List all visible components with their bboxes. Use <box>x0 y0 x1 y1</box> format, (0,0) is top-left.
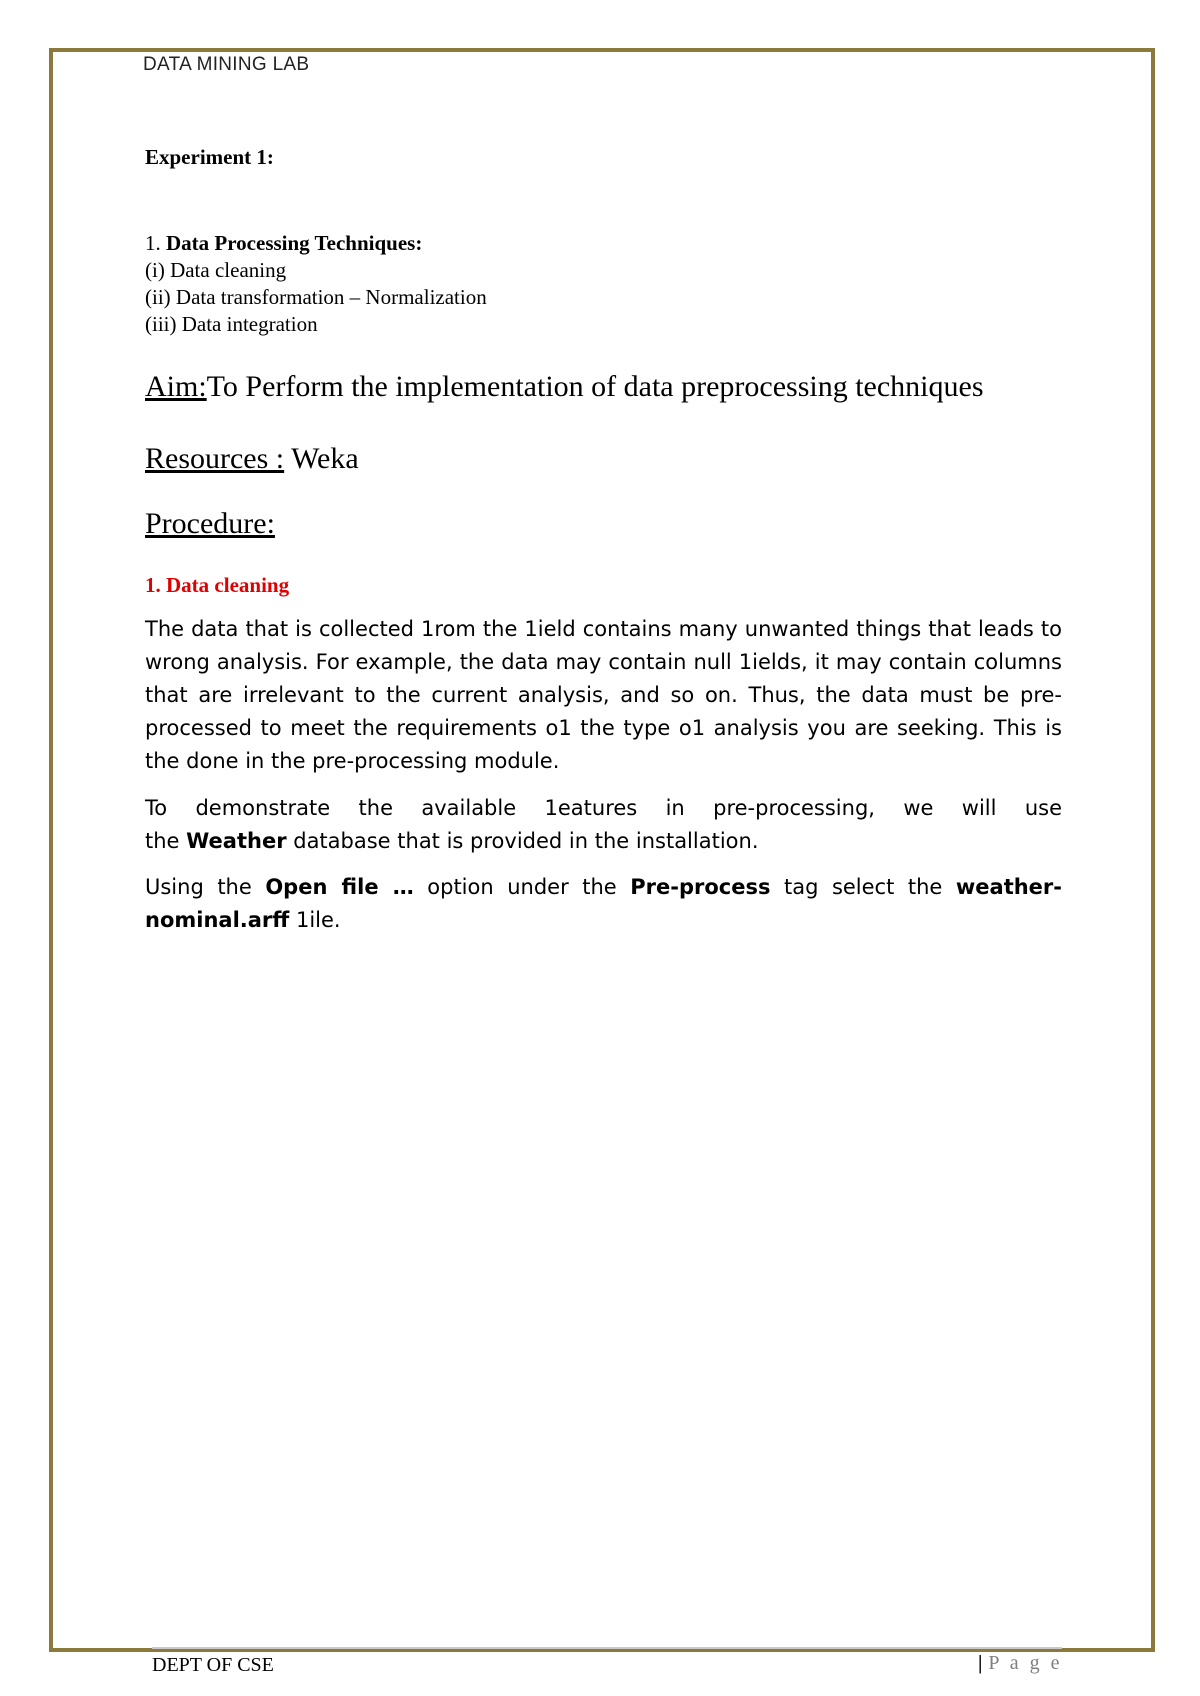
p3-e: tag select the <box>770 875 956 899</box>
p3-a: Using the <box>145 875 266 899</box>
procedure-line <box>145 507 275 541</box>
experiment-title: Experiment 1: <box>145 145 274 169</box>
paragraph-demonstrate <box>145 792 1062 858</box>
technique-item-cleaning: (i) Data cleaning <box>145 258 287 282</box>
footer-page-text: P a g e <box>988 1652 1063 1674</box>
preprocess-keyword: Pre-process <box>630 875 771 899</box>
resources-text: Weka <box>284 442 359 475</box>
aim-line <box>145 370 984 404</box>
p3-c: option under the <box>413 875 631 899</box>
techniques-block <box>145 230 487 338</box>
technique-item-transformation: (ii) Data transformation – Normalization <box>145 285 487 309</box>
section-data-cleaning-title: 1. Data cleaning <box>145 573 290 597</box>
paragraph-demonstrate-pre: the <box>145 829 187 853</box>
paragraph-demonstrate-line1: To demonstrate the available 1eatures in pre-processing, we will use <box>145 796 1062 820</box>
footer-separator: | <box>978 1652 989 1674</box>
procedure-label: Procedure: <box>145 507 275 540</box>
weather-nominal-filename: weather-nominal.arff <box>145 875 1062 932</box>
aim-text: To Perform the implementation of data preprocessing techniques <box>206 370 984 403</box>
techniques-number: 1. <box>145 231 161 255</box>
aim-label: Aim: <box>145 370 207 403</box>
techniques-title: Data Processing Techniques: <box>166 231 423 255</box>
paragraph-data-cleaning: The data that is collected 1rom the 1ield contains many unwanted things that leads to wrong analysis. For example, the data may contain null 1ields, it may contain columns that are irrelevant to the current analysis, and so on. Thus, the data must be pre-processed to meet the requirements o1 the type o1 analysis you are seeking. This is the done in the pre-processing module. <box>145 617 1062 773</box>
page-header: DATA MINING LAB <box>143 54 310 75</box>
p3-g: 1ile. <box>289 908 341 932</box>
resources-label: Resources : <box>145 442 285 475</box>
paragraph-open-file <box>145 871 1062 937</box>
paragraph-demonstrate-post: database that is provided in the installation. <box>286 829 759 853</box>
weather-keyword: Weather <box>186 829 287 853</box>
resources-line <box>145 442 359 476</box>
footer-divider <box>152 1647 1062 1649</box>
techniques-heading <box>145 231 422 255</box>
footer-department: DEPT OF CSE <box>152 1654 274 1676</box>
footer-page-label <box>978 1652 1063 1675</box>
technique-item-integration: (iii) Data integration <box>145 312 318 336</box>
open-file-keyword: Open file … <box>265 875 414 899</box>
